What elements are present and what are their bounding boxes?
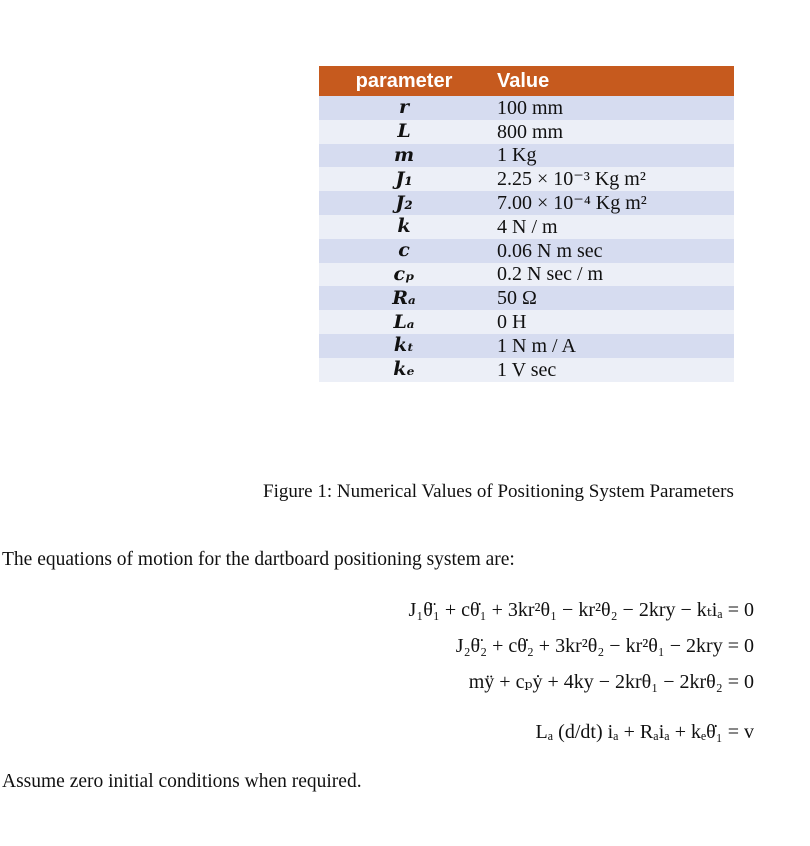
param-name: r <box>319 96 489 120</box>
equation-4: Lₐ (d/dt) iₐ + Rₐiₐ + kₑθ̇₁ = v <box>535 721 754 743</box>
table-row <box>319 286 734 310</box>
param-name: Lₐ <box>319 310 489 334</box>
param-name: J₂ <box>319 191 489 215</box>
table-row <box>319 96 734 120</box>
param-name: k <box>319 215 489 239</box>
param-value: 50 Ω <box>489 286 734 310</box>
param-name: cₚ <box>319 263 489 287</box>
param-name: m <box>319 144 489 168</box>
table-row <box>319 310 734 334</box>
assumption-text: Assume zero initial conditions when required. <box>2 771 362 792</box>
param-name: c <box>319 239 489 263</box>
header-parameter: parameter <box>319 66 489 96</box>
param-name: J₁ <box>319 167 489 191</box>
param-value: 0.06 N m sec <box>489 239 734 263</box>
table-row <box>319 263 734 287</box>
param-name: Rₐ <box>319 286 489 310</box>
equation-1: J₁θ̈₁ + cθ̇₁ + 3kr²θ₁ − kr²θ₂ − 2kry − kₜiₐ = 0 <box>408 599 754 621</box>
header-value: Value <box>489 66 734 96</box>
table-row <box>319 358 734 382</box>
param-value: 1 Kg <box>489 144 734 168</box>
param-name: kₜ <box>319 334 489 358</box>
param-value: 4 N / m <box>489 215 734 239</box>
param-value: 800 mm <box>489 120 734 144</box>
param-value: 0 H <box>489 310 734 334</box>
param-value: 1 V sec <box>489 358 734 382</box>
param-name: kₑ <box>319 358 489 382</box>
param-name: L <box>319 120 489 144</box>
table-row <box>319 191 734 215</box>
table-row <box>319 215 734 239</box>
param-value: 1 N m / A <box>489 334 734 358</box>
parameter-table <box>319 66 734 382</box>
intro-text: The equations of motion for the dartboard positioning system are: <box>2 549 515 570</box>
equations-block <box>409 592 754 762</box>
table-row <box>319 167 734 191</box>
param-value: 0.2 N sec / m <box>489 263 734 287</box>
table-row <box>319 144 734 168</box>
param-value: 7.00 × 10⁻⁴ Kg m² <box>489 191 734 215</box>
equation-2: J₂θ̈₂ + cθ̇₂ + 3kr²θ₂ − kr²θ₁ − 2kry = 0 <box>455 635 754 657</box>
table-row <box>319 239 734 263</box>
equation-3: mÿ + cₚẏ + 4ky − 2krθ₁ − 2krθ₂ = 0 <box>468 671 754 693</box>
table-row <box>319 120 734 144</box>
table-header-row <box>319 66 734 96</box>
param-value: 100 mm <box>489 96 734 120</box>
figure-caption: Figure 1: Numerical Values of Positioning System Parameters <box>263 481 734 502</box>
table-row <box>319 334 734 358</box>
param-value: 2.25 × 10⁻³ Kg m² <box>489 167 734 191</box>
